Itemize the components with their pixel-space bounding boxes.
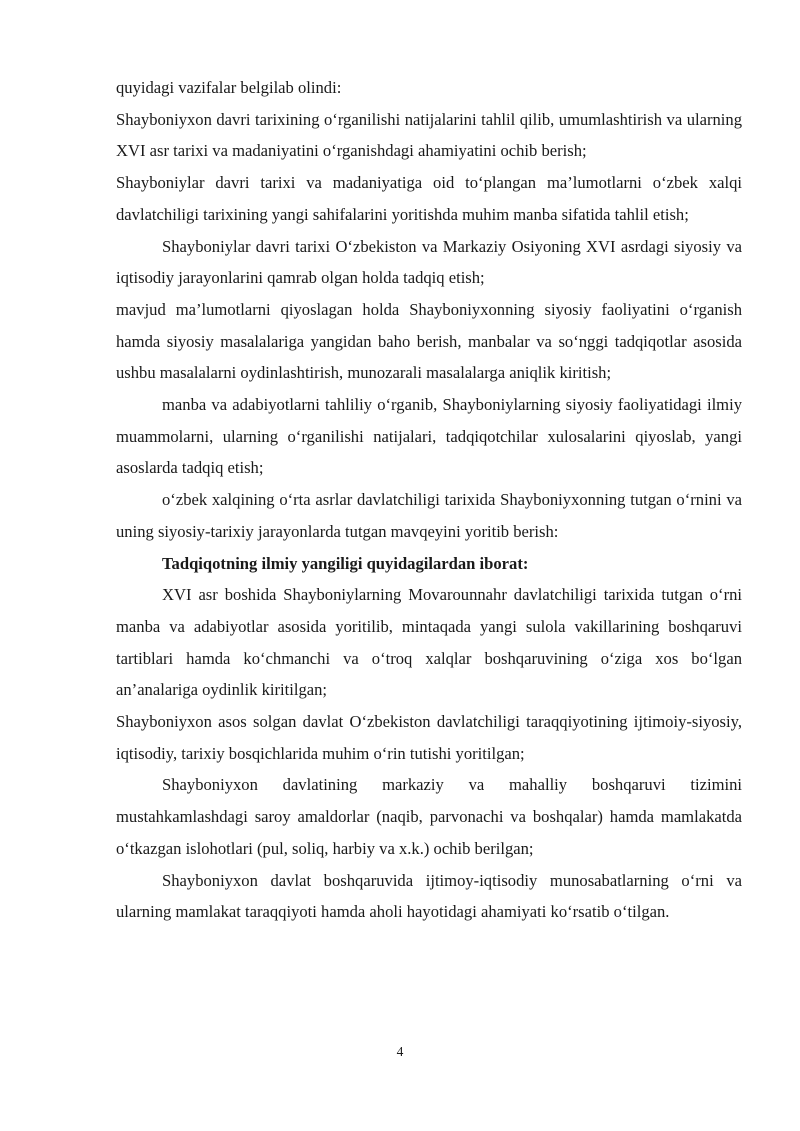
paragraph-task-historiography: Shayboniyxon davri tarixining o‘rganilishi natijalarini tahlil qilib, umumlashtirish va ularning XVI asr tarixi va madaniyatini o‘rganishdagi ahamiyatini ochib berish; [116, 109, 742, 161]
paragraph-task-political-activity: mavjud ma’lumotlarni qiyoslagan holda Shayboniyxonning siyosiy faoliyatini o‘rganish hamda siyosiy masalalariga yangidan baho berish, manbalar va so‘nggi tadqiqotlar asosida ushbu masalalarni oydinlashtirish, munozarali masalalarga aniqlik kiritish; [116, 299, 742, 383]
page-body [116, 72, 742, 928]
paragraph-task-scientific-problems: manba va adabiyotlarni tahliliy o‘rganib, Shayboniylarning siyosiy faoliyatidagi ilmiy muammolarni, ularning o‘rganilishi natijalari, tadqiqotchilar xulosalarini qiyoslab, yangi asoslarda tadqiq etish; [116, 395, 742, 478]
section-heading-novelty: Tadqiqotning ilmiy yangiligi quyidagilardan iborat: [162, 553, 529, 573]
paragraph-novelty-state: Shayboniyxon asos solgan davlat O‘zbekiston davlatchiligi taraqqiyotining ijtimoiy-siyosiy, iqtisodiy, tarixiy bosqichlarida muhim o‘rin tutishi yoritilgan; [116, 712, 742, 763]
paragraph-task-processes: Shayboniylar davri tarixi O‘zbekiston va Markaziy Osiyoning XVI asrdagi siyosiy va iqtisodiy jarayonlarini qamrab olgan holda tadqiq etish; [116, 236, 742, 288]
page-number: 4 [396, 1044, 404, 1059]
paragraph-novelty-relations: Shayboniyxon davlat boshqaruvida ijtimoy-iqtisodiy munosabatlarning o‘rni va ularning mamlakat taraqqiyoti hamda aholi hayotidagi ahamiyati ko‘rsatib o‘tilgan. [116, 870, 742, 922]
paragraph-novelty-administration: Shayboniyxon davlatining markaziy va mahalliy boshqaruvi tizimini mustahkamlashdagi saroy amaldorlar (naqib, parvonachi va boshqalar) hamda mamlakatda o‘tkazgan islohotlari (pul, soliq, harbiy va x.k.) ochib berilgan; [116, 775, 742, 858]
paragraph-novelty-role: XVI asr boshida Shayboniylarning Movarounnahr davlatchiligi tarixida tutgan o‘rni manba va adabiyotlar asosida yoritilib, mintaqada yangi sulola vakillarining boshqaruvi tartiblari hamda ko‘chmanchi va o‘troq xalqlar boshqaruvining o‘ziga xos bo‘lgan an’analariga oydinlik kiritilgan; [116, 585, 742, 700]
paragraph-task-sources: Shayboniylar davri tarixi va madaniyatiga oid to‘plangan ma’lumotlarni o‘zbek xalqi davlatchiligi tarixining yangi sahifalarini yoritishda muhim manba sifatida tahlil etish; [116, 173, 742, 224]
paragraph-task-role: o‘zbek xalqining o‘rta asrlar davlatchiligi tarixida Shayboniyxonning tutgan o‘rnini va uning siyosiy-tarixiy jarayonlarda tutgan mavqeyini yoritib berish: [116, 490, 742, 541]
paragraph-intro: quyidagi vazifalar belgilab olindi: [116, 78, 342, 97]
